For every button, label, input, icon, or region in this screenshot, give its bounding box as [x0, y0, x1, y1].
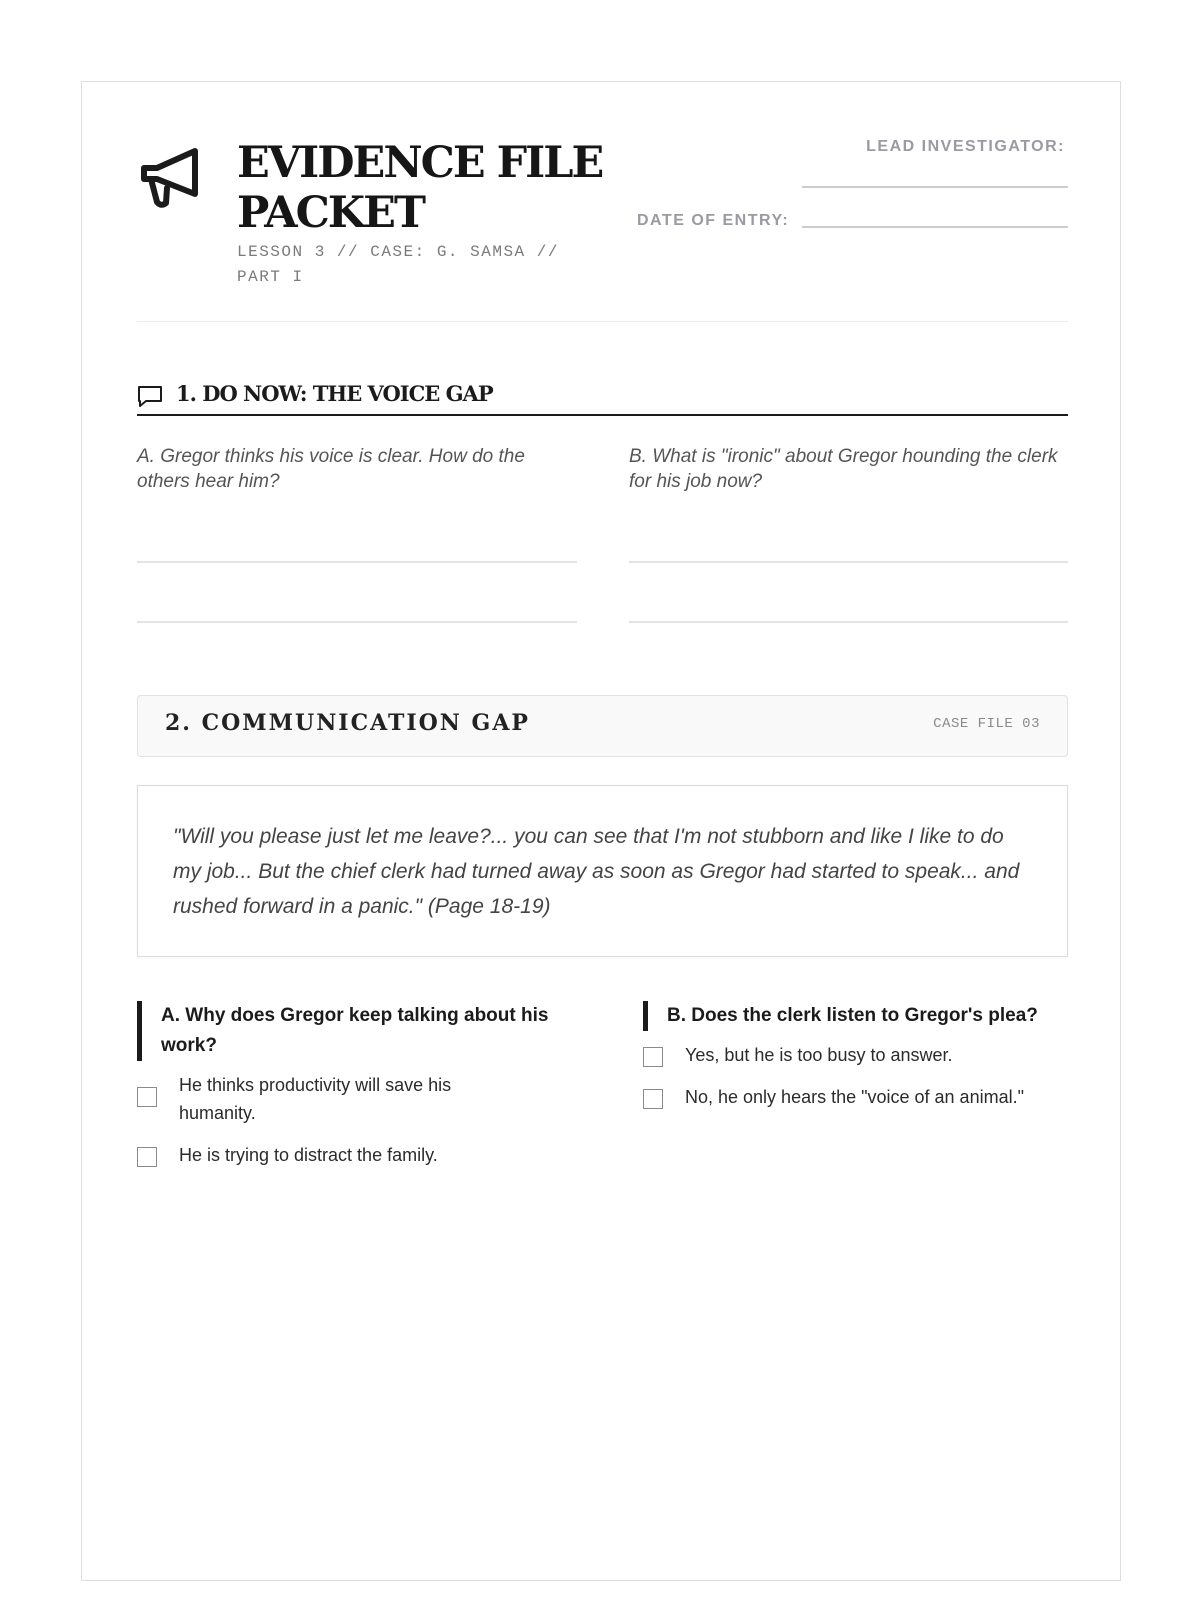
section2-header — [137, 695, 1068, 757]
answer-line-a2[interactable] — [137, 621, 577, 623]
lead-investigator-field[interactable] — [802, 186, 1068, 188]
question-a-option-1[interactable] — [137, 1071, 517, 1127]
option-label: He is trying to distract the family. — [179, 1145, 438, 1165]
case-file-badge: CASE FILE 03 — [933, 716, 1040, 732]
answer-line-b1[interactable] — [629, 561, 1068, 563]
page-subtitle: LESSON 3 // CASE: G. SAMSA // PART I — [237, 243, 559, 286]
section1-question-a: A. Gregor thinks his voice is clear. How do the others hear him? — [137, 446, 525, 492]
option-label: He thinks productivity will save his humanity. — [179, 1075, 452, 1123]
header-divider — [137, 321, 1068, 322]
date-of-entry-field[interactable] — [802, 226, 1068, 228]
date-of-entry-label: DATE OF ENTRY: — [637, 212, 790, 229]
quote-text: "Will you please just let me leave?... you can see that I'm not stubborn and like I like to do my job... But the chief clerk had turned away as soon as Gregor had started to speak... and rushed forward in a panic." (Page 18-19) — [173, 825, 1020, 918]
section1-divider — [137, 414, 1068, 416]
question-b-prompt: B. Does the clerk listen to Gregor's plea? — [643, 1001, 1092, 1031]
checkbox[interactable] — [137, 1087, 157, 1107]
lead-investigator-label: LEAD INVESTIGATOR: — [866, 138, 1065, 155]
page-title: EVIDENCE FILE PACKET — [237, 138, 603, 238]
speech-bubble-icon — [137, 384, 163, 408]
section1-question-b: B. What is "ironic" about Gregor hounding the clerk for his job now? — [629, 446, 1058, 492]
checkbox[interactable] — [137, 1147, 157, 1167]
answer-line-a1[interactable] — [137, 561, 577, 563]
megaphone-icon — [137, 144, 205, 212]
answer-line-b2[interactable] — [629, 621, 1068, 623]
question-b-option-1[interactable] — [643, 1041, 1068, 1069]
quote-box — [137, 785, 1068, 957]
option-label: No, he only hears the "voice of an animal." — [685, 1087, 1024, 1107]
section1-title: 1. DO NOW: THE VOICE GAP — [176, 381, 493, 406]
worksheet-page — [81, 81, 1121, 1581]
section2-title: 2. COMMUNICATION GAP — [165, 710, 530, 736]
option-label: Yes, but he is too busy to answer. — [685, 1045, 953, 1065]
question-a-prompt: A. Why does Gregor keep talking about his work? — [137, 1001, 561, 1061]
question-a-option-2[interactable] — [137, 1141, 537, 1169]
checkbox[interactable] — [643, 1047, 663, 1067]
checkbox[interactable] — [643, 1089, 663, 1109]
question-b-option-2[interactable] — [643, 1083, 1068, 1111]
